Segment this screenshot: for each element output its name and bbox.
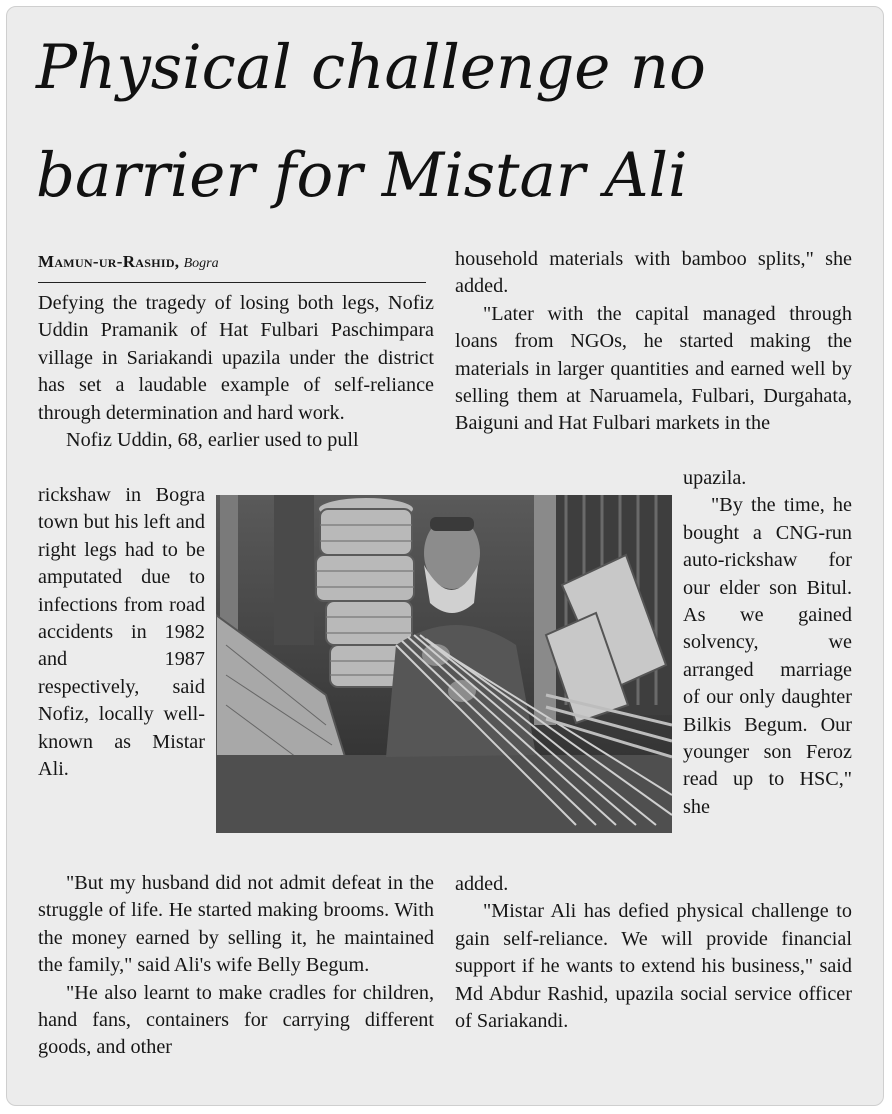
column-2-top <box>455 246 852 438</box>
photo-illustration <box>216 495 672 833</box>
paragraph: rickshaw in Bogra town but his left and right legs had to be amputated due to infections from road accidents in 1982 and 1987 respectively, said Nofiz, locally well-known as Mistar Ali. <box>38 484 205 781</box>
paragraph: "But my husband did not admit defeat in the struggle of life. He started making brooms. With the money earned by selling it, he maintained the family," said Ali's wife Belly Begum. <box>38 872 434 977</box>
column-2-bottom <box>455 871 852 1035</box>
paragraph: household materials with bamboo splits," she added. <box>455 248 852 298</box>
column-1-bottom <box>38 870 434 1062</box>
paragraph: added. <box>455 873 509 895</box>
paragraph: upazila. <box>683 467 747 489</box>
column-1-top <box>38 290 434 454</box>
byline-location: Bogra <box>183 256 219 271</box>
paragraph: "He also learnt to make cradles for children, hand fans, containers for carrying different goods, and other <box>38 981 434 1059</box>
byline <box>38 250 426 283</box>
headline-line-1: Physical challenge no <box>36 32 706 103</box>
column-1-photo-wrap <box>38 482 205 783</box>
paragraph: Nofiz Uddin, 68, earlier used to pull <box>66 429 359 452</box>
column-2-photo-wrap <box>683 465 852 821</box>
paragraph: "Mistar Ali has defied physical challenge to gain self-reliance. We will provide financial support if he wants to extend his business," said Md Abdur Rashid, upazila social service officer of Sariakandi. <box>455 900 852 1033</box>
byline-author: Mamun-ur-Rashid, <box>38 252 180 271</box>
paragraph: "Later with the capital managed through loans from NGOs, he started making the materials in larger quantities and earned well by selling them at Naruamela, Fulbari, Durgahata, Baiguni and Hat Fulbari markets in the <box>455 302 852 435</box>
paragraph: "By the time, he bought a CNG-run auto-rickshaw for our elder son Bitul. As we gained solvency, we arranged marriage of our only daughter Bilkis Begum. Our younger son Feroz read up to HSC," she <box>683 494 852 818</box>
headline-line-2: barrier for Mistar Ali <box>36 140 688 211</box>
news-photo <box>216 495 672 833</box>
headline <box>36 14 866 230</box>
paragraph: Defying the tragedy of losing both legs, Nofiz Uddin Pramanik of Hat Fulbari Paschimpara village in Sariakandi upazila under the district has set a laudable example of self-reliance through determination and hard work. <box>38 292 434 424</box>
